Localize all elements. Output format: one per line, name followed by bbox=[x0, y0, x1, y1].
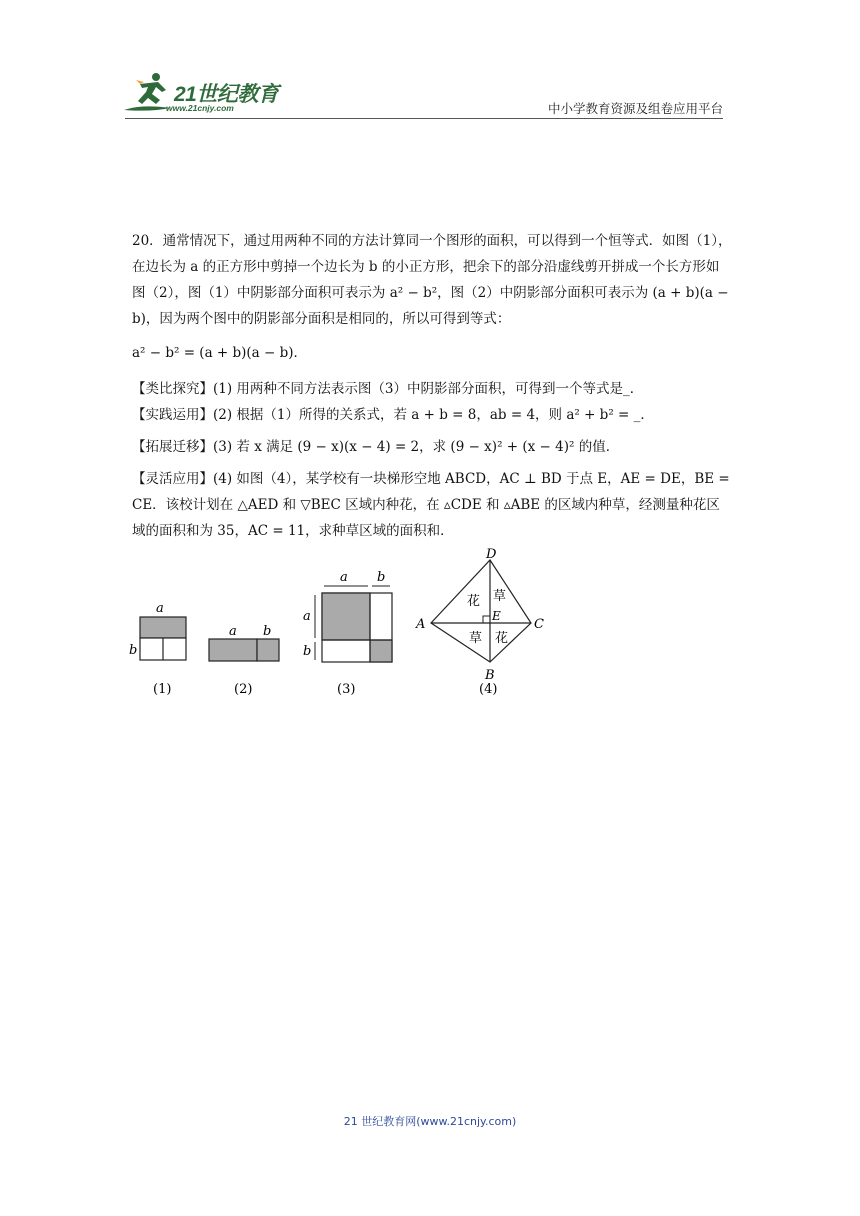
vertex-B: B bbox=[485, 668, 495, 683]
caption-2: (2) bbox=[234, 682, 253, 697]
logo-text: 21世纪教育 bbox=[174, 83, 279, 106]
problem-text bbox=[132, 228, 732, 544]
fig1-label-a: a bbox=[156, 601, 164, 616]
question-4: 【灵活应用】(4) 如图（4），某学校有一块梯形空地 ABCD，AC ⊥ BD 于点 E，AE = DE，BE = CE．该校计划在 △AED 和 ▽BEC 区域内种花，在 ▵CDE 和 ▵ABE 的区域内种草，经测量种花区域的面积和为 35，AC = 11，求种草区域的面积和． bbox=[132, 471, 730, 539]
fig2-label-a: a bbox=[229, 624, 237, 639]
region-flower-2: 花 bbox=[495, 631, 509, 646]
logo-url: www.21cnjy.com bbox=[166, 103, 234, 113]
logo bbox=[122, 70, 292, 118]
question-1: 【类比探究】(1) 用两种不同方法表示图（3）中阴影部分面积，可得到一个等式是_． bbox=[132, 381, 644, 397]
figures bbox=[125, 547, 555, 710]
fig3-label-b-top: b bbox=[377, 570, 386, 585]
fig3-label-a-top: a bbox=[340, 570, 348, 585]
caption-1: (1) bbox=[153, 682, 172, 697]
region-flower-1: 花 bbox=[467, 594, 481, 609]
problem-intro: 20．通常情况下，通过用两种不同的方法计算同一个图形的面积，可以得到一个恒等式．如图（1），在边长为 a 的正方形中剪掉一个边长为 b 的小正方形，把余下的部分沿虚线剪开拼成一个长方形如图（2），图（1）中阴影部分面积可表示为 a² − b²，图（2）中阴影部分面积可表示为 (a + b)(a − b)，因为两个图中的阴影部分面积是相同的，所以可得到等式： bbox=[132, 233, 732, 327]
vertex-D: D bbox=[486, 547, 497, 562]
fig1-label-b: b bbox=[129, 643, 138, 658]
fig2-label-b: b bbox=[263, 624, 272, 639]
figure-3 bbox=[303, 570, 392, 662]
vertex-A: A bbox=[416, 617, 426, 632]
caption-4: (4) bbox=[479, 682, 498, 697]
vertex-C: C bbox=[534, 617, 544, 632]
question-2: 【实践运用】(2) 根据（1）所得的关系式，若 a + b = 8，ab = 4，则 a² + b² = _． bbox=[132, 407, 654, 423]
region-grass-2: 草 bbox=[469, 631, 483, 646]
figure-diagrams bbox=[125, 547, 555, 710]
page-header bbox=[0, 0, 860, 125]
fig3-label-b-left: b bbox=[303, 644, 312, 659]
header-divider bbox=[125, 118, 723, 119]
platform-title: 中小学教育资源及组卷应用平台 bbox=[547, 101, 723, 116]
figure-4 bbox=[415, 547, 544, 683]
vertex-E: E bbox=[492, 609, 501, 623]
region-grass-1: 草 bbox=[493, 589, 507, 604]
figure-1 bbox=[129, 601, 186, 660]
caption-3: (3) bbox=[337, 682, 356, 697]
fig3-label-a-left: a bbox=[303, 609, 311, 624]
page-footer: 21 世纪教育网(www.21cnjy.com) bbox=[343, 1115, 517, 1128]
identity: a² − b² = (a + b)(a − b)． bbox=[132, 345, 308, 361]
question-3: 【拓展迁移】(3) 若 x 满足 (9 − x)(x − 4) = 2，求 (9 − x)² + (x − 4)² 的值． bbox=[132, 439, 620, 455]
figure-2 bbox=[209, 624, 279, 661]
